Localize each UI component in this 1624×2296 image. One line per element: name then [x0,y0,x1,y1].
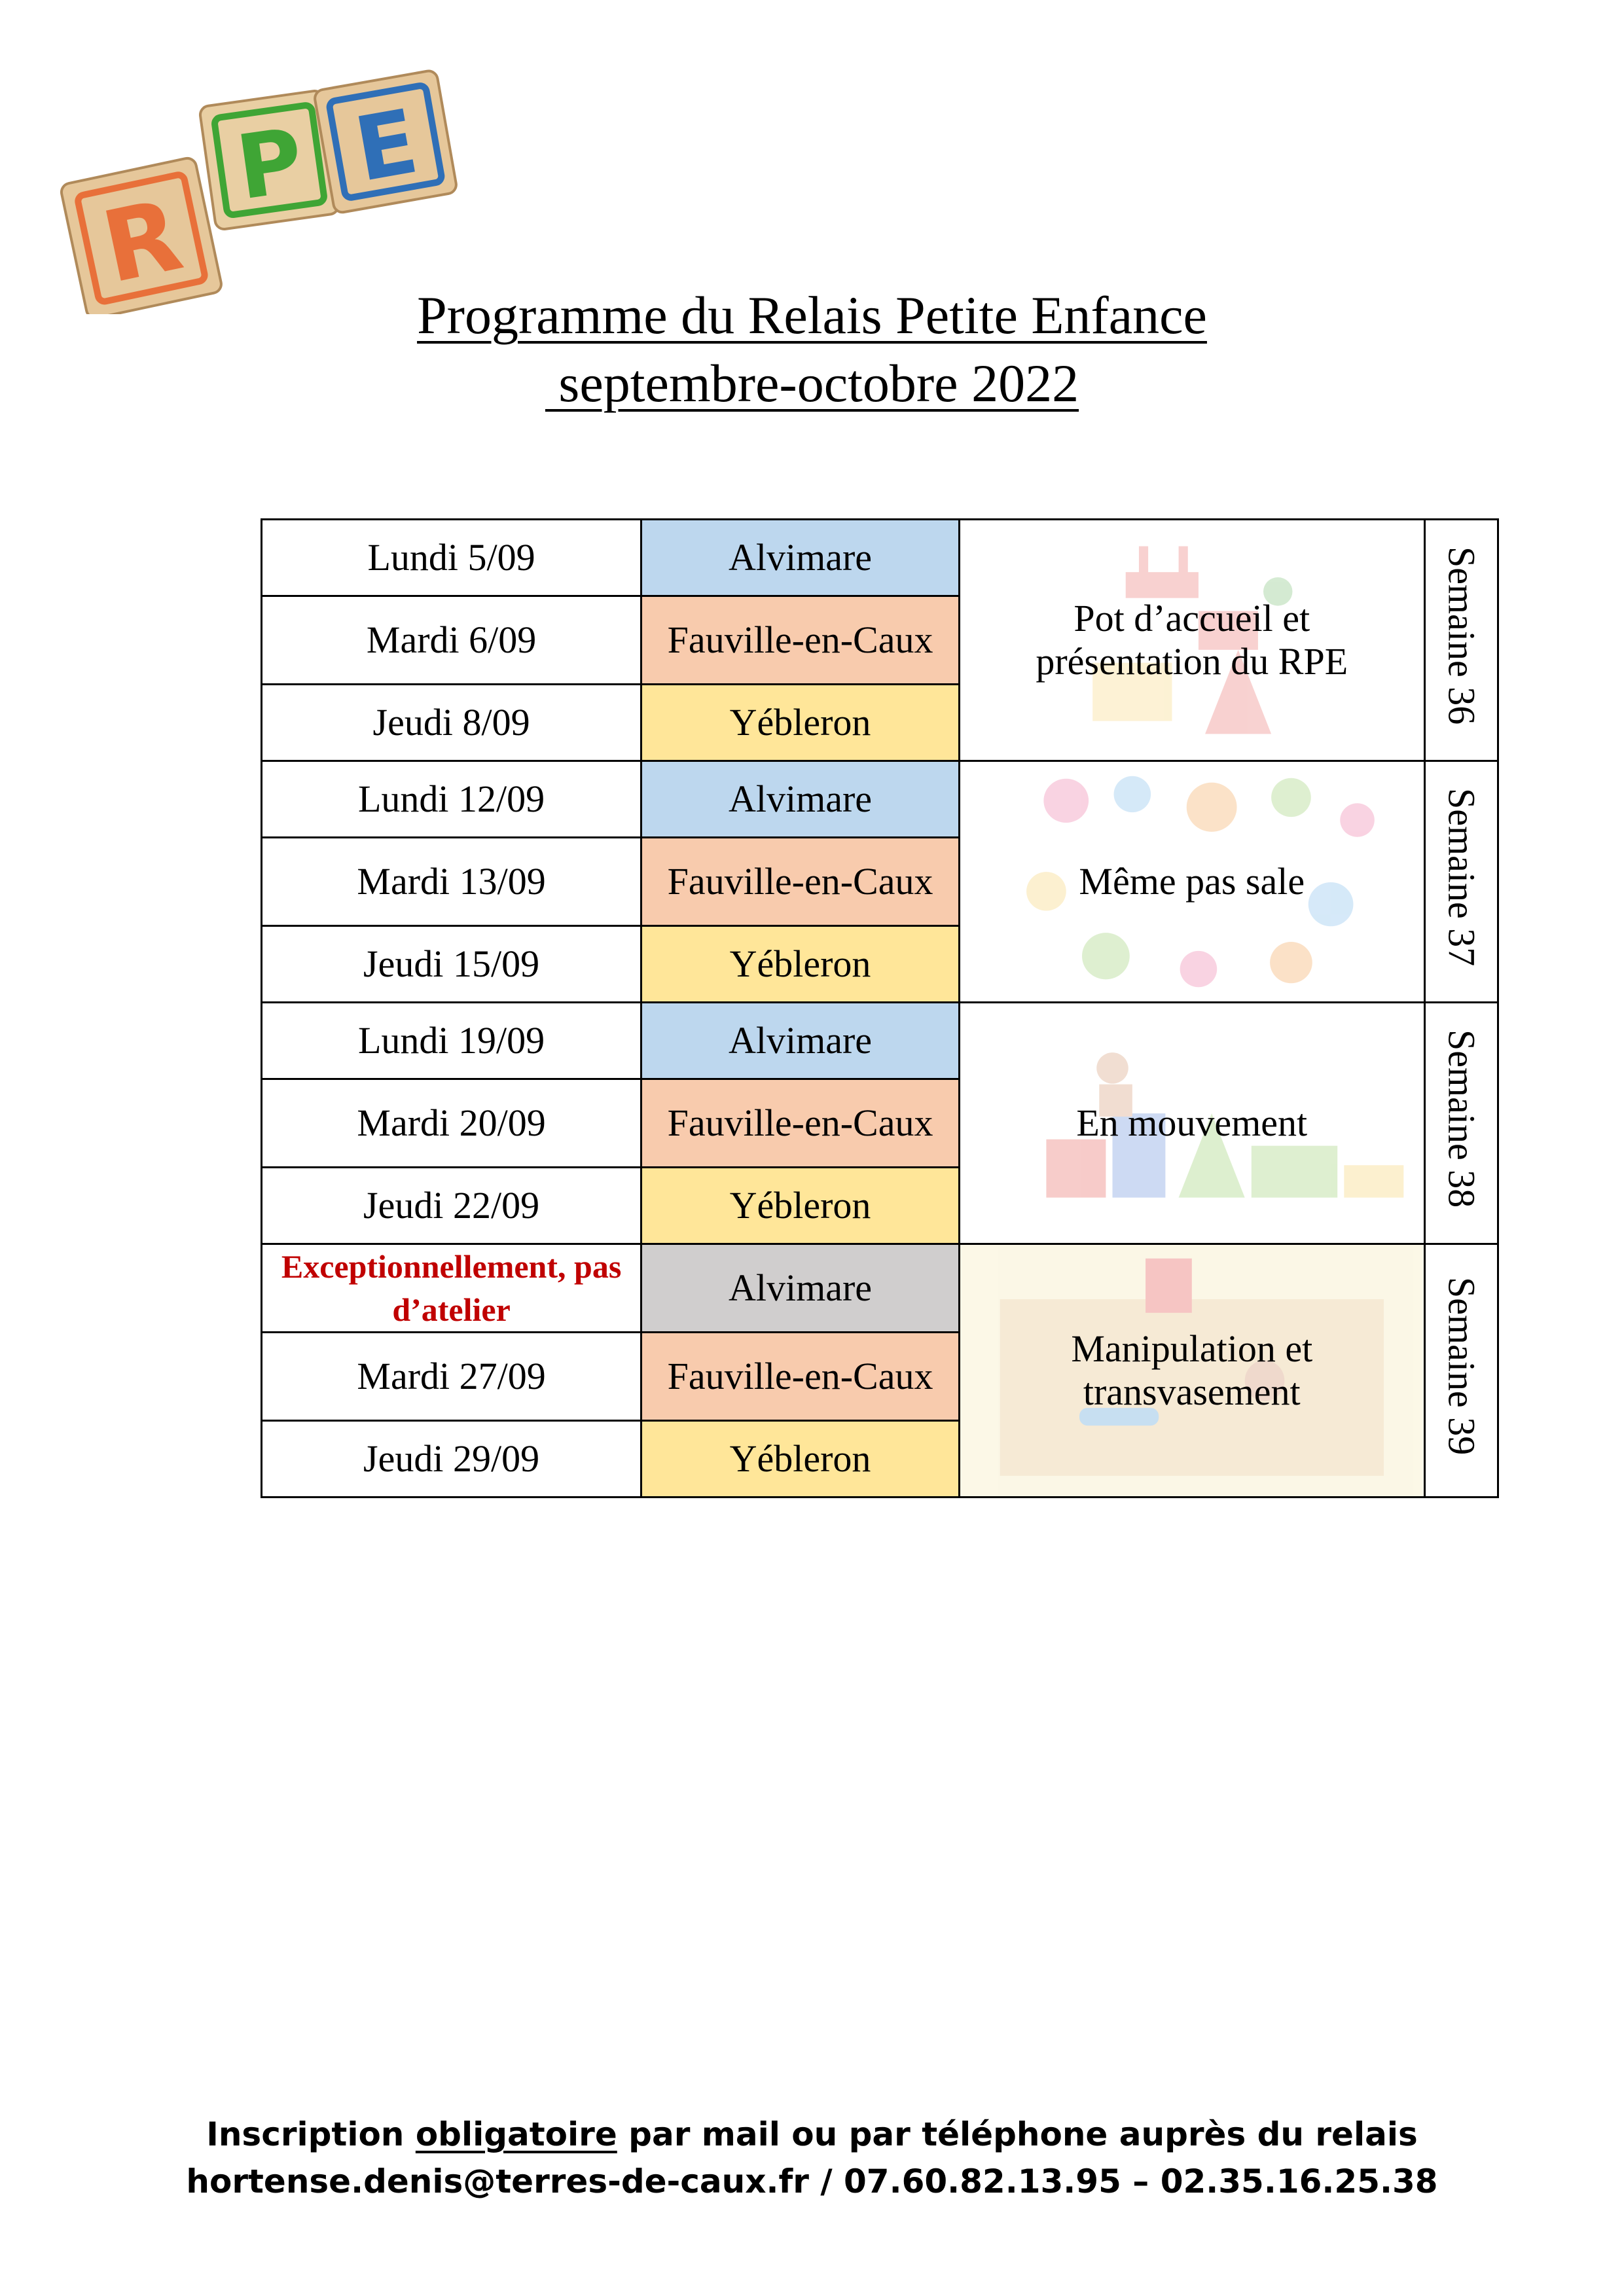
footer-line-1-pre: Inscription [206,2115,416,2153]
week-label: Semaine 36 [1440,546,1483,725]
location-cell: Alvimare [641,761,960,838]
table-row [262,520,1498,596]
day-cell: Jeudi 15/09 [262,926,641,1003]
footer [0,2111,1624,2205]
rpe-logo [46,52,465,314]
day-cell-exception: Exceptionnellement, pas d’atelier [262,1244,641,1333]
activity-label: En mouvement [1076,1102,1308,1144]
location-cell: Alvimare [641,1244,960,1333]
location-cell: Yébleron [641,1168,960,1244]
footer-mandatory: obligatoire [415,2115,617,2153]
day-cell: Mardi 27/09 [262,1333,641,1421]
logo-block-e [314,69,458,213]
week-label: Semaine 37 [1440,787,1483,967]
activity-cell [959,761,1424,1003]
location-cell: Fauville-en-Caux [641,1333,960,1421]
page-title [0,281,1624,418]
footer-line-1 [0,2111,1624,2158]
location-cell: Yébleron [641,926,960,1003]
footer-line-1-post: par mail ou par téléphone auprès du relais [617,2115,1418,2153]
week-cell [1424,1244,1498,1498]
activity-cell [959,1003,1424,1244]
day-cell: Jeudi 8/09 [262,685,641,761]
day-cell: Lundi 12/09 [262,761,641,838]
logo-letter-p: P [230,109,310,220]
title-line-1: Programme du Relais Petite Enfance [417,285,1207,345]
schedule-table [261,518,1499,1498]
table-row [262,1244,1498,1333]
week-cell [1424,520,1498,761]
activity-cell [959,520,1424,761]
logo-letter-e: E [348,90,425,202]
week-cell [1424,761,1498,1003]
table-row [262,761,1498,838]
location-cell: Fauville-en-Caux [641,1079,960,1168]
location-cell: Alvimare [641,1003,960,1079]
week-cell [1424,1003,1498,1244]
location-cell: Fauville-en-Caux [641,838,960,926]
day-cell: Jeudi 22/09 [262,1168,641,1244]
day-cell: Mardi 6/09 [262,596,641,685]
title-line-2: septembre-octobre 2022 [545,353,1079,413]
location-cell: Alvimare [641,520,960,596]
day-cell: Mardi 20/09 [262,1079,641,1168]
activity-label: Pot d’accueil et présentation du RPE [1036,597,1348,683]
day-cell: Mardi 13/09 [262,838,641,926]
day-cell: Lundi 19/09 [262,1003,641,1079]
footer-contact[interactable]: hortense.denis@terres-de-caux.fr / 07.60.82.13.95 – 02.35.16.25.38 [186,2162,1438,2200]
logo-letter-r: R [93,178,191,306]
activity-label: Même pas sale [1079,860,1305,903]
activity-label: Manipulation et transvasement [1071,1327,1313,1413]
table-row [262,1003,1498,1079]
location-cell: Yébleron [641,1421,960,1498]
location-cell: Yébleron [641,685,960,761]
day-cell: Jeudi 29/09 [262,1421,641,1498]
location-cell: Fauville-en-Caux [641,596,960,685]
activity-cell [959,1244,1424,1498]
day-cell: Lundi 5/09 [262,520,641,596]
week-label: Semaine 39 [1440,1276,1483,1456]
week-label: Semaine 38 [1440,1029,1483,1208]
